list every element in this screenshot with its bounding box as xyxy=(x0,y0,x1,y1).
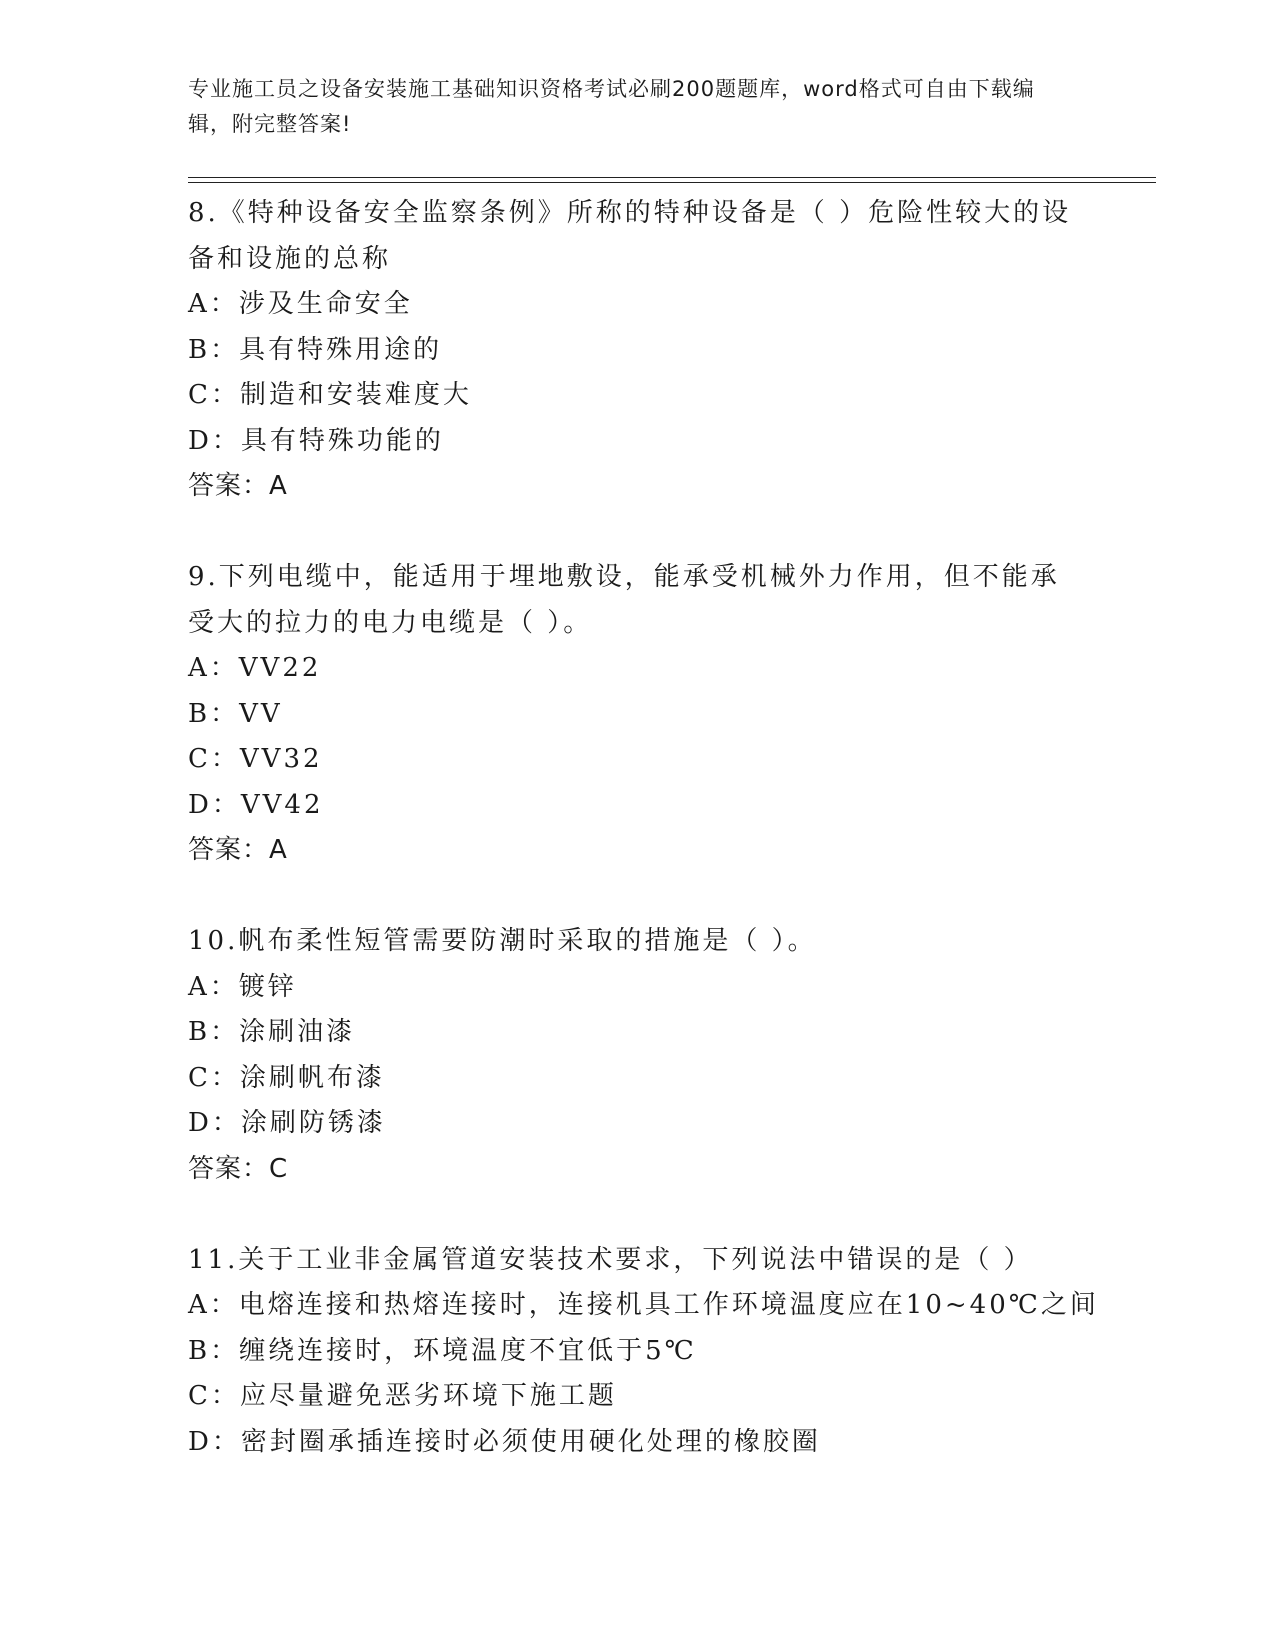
header-divider-top xyxy=(188,177,1156,178)
option-text: 应尽量避免恶劣环境下施工题 xyxy=(239,1381,617,1411)
option-c xyxy=(188,1374,1088,1420)
option-d xyxy=(188,1101,1088,1147)
option-text: 密封圈承插连接时必须使用硬化处理的橡胶圈 xyxy=(240,1426,821,1457)
option-key: A： xyxy=(188,653,239,683)
option-key: A： xyxy=(188,971,239,1002)
option-d xyxy=(188,419,1088,465)
option-key: D： xyxy=(188,1108,241,1138)
option-key: B： xyxy=(188,698,240,729)
question-text: 11.关于工业非金属管道安装技术要求，下列说法中错误的是（ ） xyxy=(188,1244,1033,1275)
option-text: 涂刷防锈漆 xyxy=(240,1108,386,1138)
option-text: 涂刷帆布漆 xyxy=(239,1062,385,1093)
question-11 xyxy=(188,1238,1099,1466)
option-text: VV xyxy=(239,698,283,729)
option-key: C： xyxy=(188,1381,240,1411)
question-10 xyxy=(188,919,1088,1192)
option-key: D： xyxy=(188,1426,241,1457)
question-text: 8.《特种设备安全监察条例》所称的特种设备是（ ）危险性较大的设备和设施的总称 xyxy=(188,198,1072,274)
option-key: B： xyxy=(188,1017,240,1047)
option-key: D： xyxy=(188,425,241,456)
option-d xyxy=(188,783,1088,829)
option-key: C： xyxy=(188,380,240,410)
option-key: B： xyxy=(188,334,240,365)
option-key: B： xyxy=(188,1335,240,1366)
header-divider-bottom xyxy=(188,182,1156,183)
option-b xyxy=(188,1329,1088,1375)
option-key: C： xyxy=(188,1062,240,1093)
option-b xyxy=(188,692,1088,738)
question-list xyxy=(188,191,1099,1465)
option-c xyxy=(188,373,1088,419)
option-a xyxy=(188,282,1088,328)
option-text: VV32 xyxy=(239,744,323,774)
question-text: 9.下列电缆中，能适用于埋地敷设，能承受机械外力作用，但不能承受大的拉力的电力电缆是（ ）。 xyxy=(188,562,1060,638)
answer-line: 答案：A xyxy=(188,471,288,501)
option-text: VV42 xyxy=(240,789,324,820)
option-b xyxy=(188,1010,1088,1056)
option-a xyxy=(188,646,1088,692)
option-text: 电熔连接和热熔连接时，连接机具工作环境温度应在10~40℃之间 xyxy=(238,1290,1099,1320)
question-9 xyxy=(188,555,1088,874)
option-c xyxy=(188,1056,1088,1102)
option-a xyxy=(188,1283,1099,1329)
document-header: 专业施工员之设备安装施工基础知识资格考试必刷200题题库，word格式可自由下载编辑，附完整答案! xyxy=(188,77,1035,136)
option-text: 镀锌 xyxy=(238,971,297,1002)
option-c xyxy=(188,737,1088,783)
option-text: 具有特殊功能的 xyxy=(240,425,444,456)
option-text: VV22 xyxy=(238,653,322,683)
option-d xyxy=(188,1420,1088,1466)
option-key: C： xyxy=(188,744,240,774)
question-text: 10.帆布柔性短管需要防潮时采取的措施是（ ）。 xyxy=(188,926,817,956)
option-a xyxy=(188,965,1088,1011)
option-text: 制造和安装难度大 xyxy=(239,380,472,410)
option-text: 涂刷油漆 xyxy=(239,1017,356,1047)
option-text: 缠绕连接时，环境温度不宜低于5℃ xyxy=(239,1335,697,1366)
option-key: A： xyxy=(188,1290,239,1320)
question-8 xyxy=(188,191,1088,510)
option-text: 具有特殊用途的 xyxy=(239,334,443,365)
option-b xyxy=(188,328,1088,374)
option-key: A： xyxy=(188,289,239,319)
option-key: D： xyxy=(188,789,241,820)
option-text: 涉及生命安全 xyxy=(238,289,413,319)
answer-line: 答案：C xyxy=(188,1153,289,1184)
answer-line: 答案：A xyxy=(188,835,288,865)
